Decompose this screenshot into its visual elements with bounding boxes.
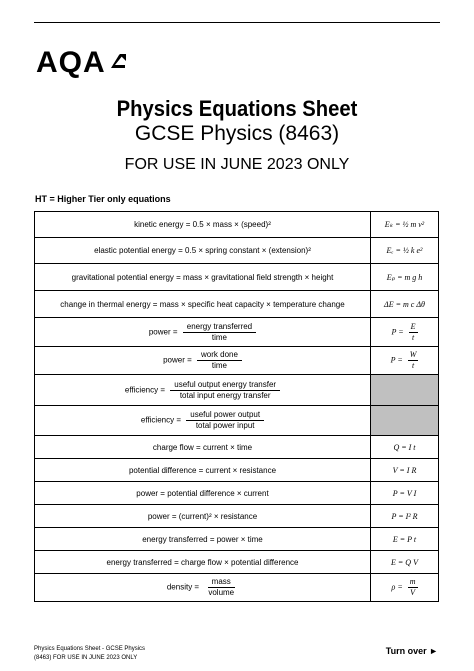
word-equation: change in thermal energy = mass × specific heat capacity × temperature change: [35, 291, 371, 318]
symbol-numerator: m: [409, 577, 416, 586]
table-row: [35, 528, 439, 551]
denominator: time: [211, 361, 228, 370]
word-equation: energy transferred = charge flow × potential difference: [35, 551, 371, 574]
aqa-logo: [36, 48, 127, 78]
symbol-denominator: t: [411, 361, 415, 370]
footer-info: [34, 645, 145, 663]
equation-lhs: density =: [166, 582, 200, 592]
symbol-equation: P = V I: [371, 482, 439, 505]
shaded-cell: [371, 406, 439, 436]
numerator: useful output energy transfer: [170, 380, 280, 391]
denominator: total power input: [195, 421, 255, 430]
top-rule: [34, 22, 440, 23]
symbol-equation: P = I² R: [371, 505, 439, 528]
word-equation: potential difference = current × resistance: [35, 459, 371, 482]
table-row: [35, 375, 439, 406]
table-row: [35, 505, 439, 528]
footer-line: (8463) FOR USE IN JUNE 2023 ONLY: [34, 655, 138, 661]
equation-lhs: efficiency =: [124, 385, 166, 395]
symbol-lhs: ρ =: [391, 582, 403, 592]
symbol-numerator: E: [410, 321, 416, 331]
word-equation: [35, 318, 371, 347]
word-equation: charge flow = current × time: [35, 436, 371, 459]
symbol-fraction: [408, 350, 419, 371]
numerator: useful power output: [186, 410, 264, 421]
shaded-cell: [371, 375, 439, 406]
symbol-equation: E = Q V: [371, 551, 439, 574]
table-row: [35, 291, 439, 318]
equation-lhs: power =: [163, 355, 192, 365]
numerator: energy transferred: [183, 322, 256, 333]
table-row: [35, 406, 439, 436]
symbol-equation: [371, 574, 439, 602]
symbol-numerator: W: [409, 350, 417, 359]
page-subtitle: GCSE Physics (8463): [134, 122, 340, 145]
table-row: [35, 347, 439, 375]
table-row: [35, 574, 439, 602]
page-title: Physics Equations Sheet: [116, 96, 358, 121]
symbol-equation: ΔE = m c Δθ: [371, 291, 439, 318]
table-row: [35, 482, 439, 505]
equation-lhs: power =: [148, 327, 178, 337]
table-row: [35, 436, 439, 459]
equation-lhs: efficiency =: [140, 415, 182, 425]
fraction: [183, 322, 256, 343]
symbol-equation: [371, 318, 439, 347]
fraction: [204, 577, 238, 598]
footer-line: Physics Equations Sheet - GCSE Physics: [34, 646, 146, 652]
word-equation: elastic potential energy = 0.5 × spring constant × (extension)²: [35, 238, 371, 264]
symbol-equation: Eₑ = ½ k e²: [371, 238, 439, 264]
ht-note: HT = Higher Tier only equations: [35, 194, 171, 204]
symbol-equation: Eₖ = ½ m v²: [371, 212, 439, 238]
symbol-lhs: P =: [390, 355, 403, 365]
table-row: [35, 318, 439, 347]
symbol-equation: [371, 347, 439, 375]
table-row: [35, 551, 439, 574]
table-row: [35, 212, 439, 238]
logo-mark-icon: [109, 52, 127, 70]
word-equation: [35, 375, 371, 406]
word-equation: power = potential difference × current: [35, 482, 371, 505]
denominator: volume: [208, 588, 235, 597]
fraction: [170, 380, 280, 401]
usage-notice: FOR USE IN JUNE 2023 ONLY: [124, 156, 350, 173]
symbol-fraction: [408, 577, 418, 598]
symbol-denominator: t: [411, 332, 415, 342]
fraction: [197, 350, 242, 371]
symbol-fraction: [409, 322, 418, 343]
word-equation: power = (current)² × resistance: [35, 505, 371, 528]
table-row: [35, 459, 439, 482]
word-equation: gravitational potential energy = mass × gravitational field strength × height: [35, 264, 371, 291]
symbol-equation: V = I R: [371, 459, 439, 482]
denominator: total input energy transfer: [179, 390, 271, 400]
symbol-lhs: P =: [391, 326, 404, 336]
equations-table: [34, 211, 439, 602]
table-row: [35, 238, 439, 264]
word-equation: kinetic energy = 0.5 × mass × (speed)²: [35, 212, 371, 238]
symbol-equation: Q = I t: [371, 436, 439, 459]
numerator: mass: [208, 577, 235, 588]
numerator: work done: [197, 350, 242, 361]
denominator: time: [211, 332, 228, 342]
word-equation: energy transferred = power × time: [35, 528, 371, 551]
turn-over-label: Turn over ►: [385, 646, 438, 656]
fraction: [186, 410, 264, 431]
symbol-equation: E = P t: [371, 528, 439, 551]
logo-text: AQA: [36, 46, 106, 79]
word-equation: [35, 347, 371, 375]
symbol-denominator: V: [410, 588, 416, 597]
table-row: [35, 264, 439, 291]
word-equation: [35, 574, 371, 602]
word-equation: [35, 406, 371, 436]
symbol-equation: Eₚ = m g h: [371, 264, 439, 291]
